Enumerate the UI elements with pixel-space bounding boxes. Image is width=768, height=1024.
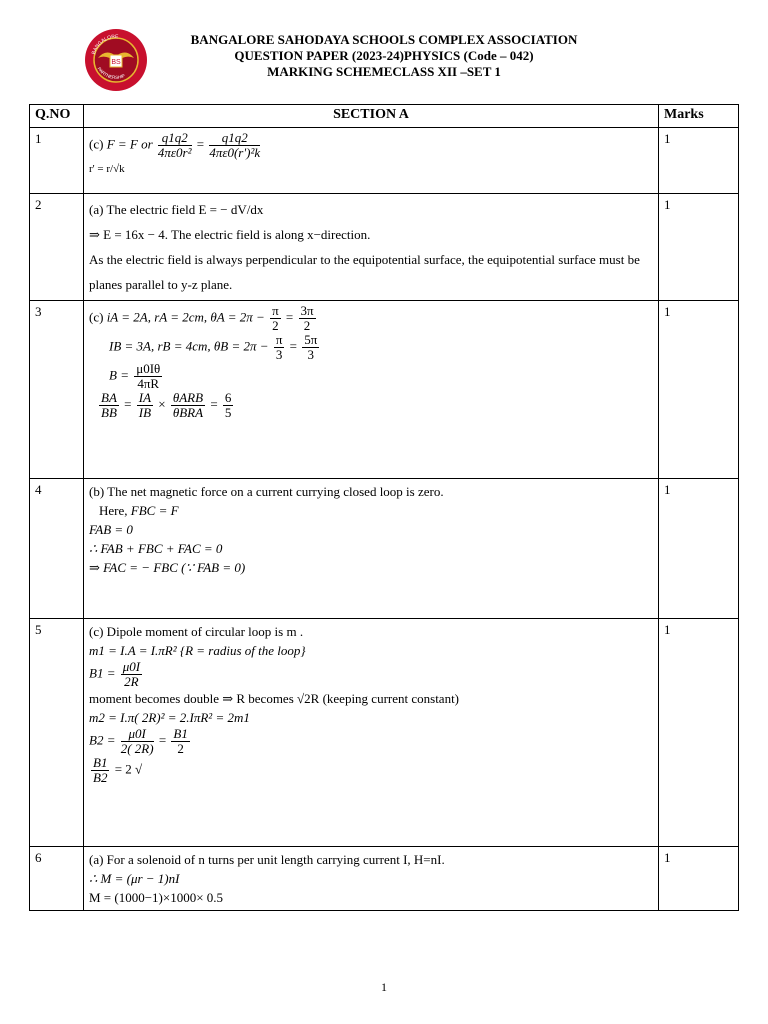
qno-cell: 4: [30, 479, 84, 619]
answer-line: m2 = I.π( 2R)² = 2.IπR² = 2m1: [89, 710, 250, 725]
marking-scheme-table: [29, 104, 739, 911]
table-row: [30, 847, 739, 911]
answer-line: (a) For a solenoid of n turns per unit length carrying current I, H=nI.: [89, 852, 445, 867]
answer-line: ∴ FAB + FBC + FAC = 0: [89, 541, 223, 556]
logo-top-text: BANGALORE: [90, 33, 119, 56]
page-number: 1: [381, 980, 387, 994]
table-row: [30, 194, 739, 301]
answer-line: B = $\frac{\mu 0I\theta}{4\pi R}$: [109, 361, 161, 391]
table-row: [30, 128, 739, 194]
qno-header: Q.NO: [30, 105, 84, 128]
answer-line: (c) Dipole moment of circular loop is m .: [89, 624, 304, 639]
answer-line: (b) The net magnetic force on a current currying closed loop is zero.: [89, 484, 444, 499]
section-header: SECTION A: [84, 105, 659, 128]
table-row: [30, 619, 739, 847]
marks-cell: 1: [659, 128, 739, 194]
answer-cell: [84, 619, 659, 847]
answer-line: M = (1000−1)×1000× 0.5: [89, 890, 224, 905]
answer-line: IB = 3A, rB = 4cm, θB = 2π − $\frac{\pi}{3}$ = $\frac{5\pi}{3}$: [109, 332, 318, 362]
answer-line: (c) F = F or $\frac{q1q2}{\text{4πε0r²}}$ = $\frac{q1q2}{\text{4πε0(r')²k}}$: [89, 130, 261, 160]
header-line-1: BANGALORE SAHODAYA SCHOOLS COMPLEX ASSOCIATION: [190, 32, 578, 47]
answer-line: ⇒ E = 16x − 4. The electric field is along x−direction.: [89, 227, 371, 242]
marks-cell: 1: [659, 194, 739, 301]
marks-cell: 1: [659, 619, 739, 847]
fraction: $\frac{q1q2}{\text{4πε0r²}}$: [157, 130, 192, 160]
logo-bottom-text: PARTNERSHIP: [96, 66, 126, 80]
marks-cell: 1: [659, 847, 739, 911]
answer-line: $\frac{BA}{BB}$ = $\frac{IA}{IB}$ × θARB θBRA = $\frac{6}{5}$: [101, 390, 232, 420]
answer-cell: [84, 128, 659, 194]
answer-line: B2 = $\frac{\mu 0I}{2( 2R)}$ = $\frac{B1}{2}$: [89, 726, 188, 756]
qno-cell: 5: [30, 619, 84, 847]
answer-line: ⇒ FAC = − FBC (∵ FAB = 0): [89, 560, 246, 575]
answer-line: As the electric field is always perpendicular to the equipotential surface, the equipotential surface must be planes parallel to y-z plane.: [89, 252, 640, 292]
document-header: [150, 32, 618, 80]
table-row: [30, 301, 739, 479]
marks-cell: 1: [659, 479, 739, 619]
answer-line: (c) iA = 2A, rA = 2cm, θA = 2π − $\frac{\pi}{2}$ = $\frac{3\pi}{2}$: [89, 303, 314, 333]
answer-line: r' = r/√k: [89, 163, 125, 175]
answer-line: (a) The electric field E = − dV/dx: [89, 202, 264, 217]
answer-line: $\frac{B1}{B2}$ = 2 √: [93, 755, 143, 785]
table-row: [30, 479, 739, 619]
qno-cell: 1: [30, 128, 84, 194]
answer-cell: [84, 301, 659, 479]
answer-line: FAB = 0: [89, 522, 133, 537]
answer-cell: [84, 847, 659, 911]
marks-cell: 1: [659, 301, 739, 479]
answer-line: ∴ M = (μr − 1)nI: [89, 871, 180, 886]
qno-cell: 3: [30, 301, 84, 479]
qno-cell: 2: [30, 194, 84, 301]
header-line-3: MARKING SCHEMECLASS XII –SET 1: [267, 64, 501, 79]
header-line-2: QUESTION PAPER (2023-24)PHYSICS (Code – 042): [234, 48, 534, 63]
answer-line: Here, FBC = F: [99, 503, 179, 518]
answer-line: m1 = I.A = I.πR² {R = radius of the loop}: [89, 643, 306, 658]
qno-cell: 6: [30, 847, 84, 911]
answer-line: B1 = $\frac{\mu 0I}{2R}$: [89, 659, 141, 689]
marks-header: Marks: [659, 105, 739, 128]
fraction: $\frac{q1q2}{\text{4πε0(r')²k}}$: [209, 130, 261, 160]
logo-center-text: BS: [111, 59, 121, 66]
answer-line: moment becomes double ⇒ R becomes √2R (keeping current constant): [89, 691, 460, 706]
answer-cell: [84, 479, 659, 619]
table-header-row: [30, 105, 739, 128]
answer-cell: [84, 194, 659, 301]
school-logo: [84, 28, 148, 92]
